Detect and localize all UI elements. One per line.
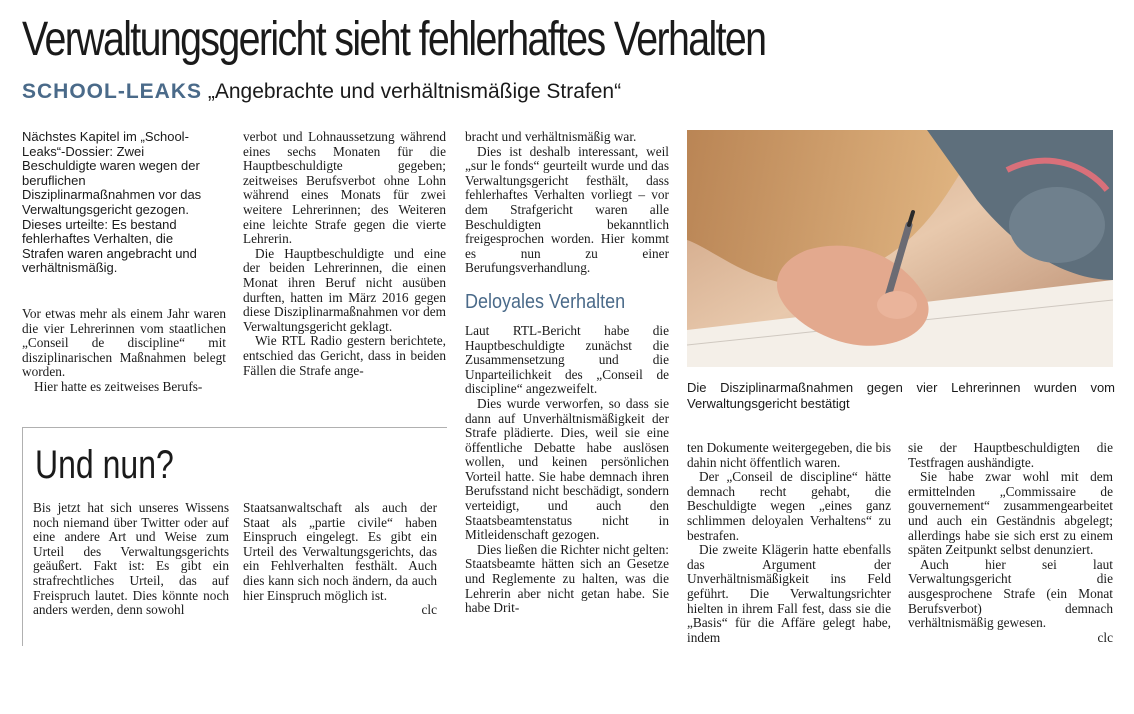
column-5 <box>908 441 1113 645</box>
kicker <box>22 78 621 106</box>
subheading: Deloyales Verhalten <box>465 290 626 313</box>
kicker-label: SCHOOL-LEAKS <box>22 80 202 103</box>
paragraph: Laut RTL-Bericht habe die Hauptbeschuldigte zunächst die Zusammensetzung und die Unparteilichkeit des „Conseil de discipline“ angezweifelt. <box>465 322 669 397</box>
paragraph: Sie habe zwar wohl mit dem ermittelnden „Commissaire de gouvernement“ zusammengearbeitet und auch ein Geständnis abgelegt; allerdings habe sie sich erst zu einem späten Zeitpunkt selbst denunziert. <box>908 469 1113 558</box>
info-box <box>22 427 447 646</box>
box-column-left <box>33 501 229 618</box>
paragraph: Der „Conseil de discipline“ hätte demnach recht gehabt, die Beschuldigte wegen „eines ganz schlimmen deloyalen Verhaltens“ zu bestrafen. <box>687 469 891 543</box>
paragraph: Dies wurde verworfen, so dass sie dann auf Unverhältnismäßigkeit der Strafe plädierte. Dies, weil sie eine öffentliche Debatte habe auslösen wollen, und keinen persönlichen Vorteil hatte. Sie habe demnach ihren Berufsstand nicht beschädigt, sondern verteidigt, und auch den Staatsbeamtenstatus nicht in Mitleidenschaft gezogen. <box>465 395 669 543</box>
box-title: Und nun? <box>35 443 174 487</box>
paragraph: sie der Hauptbeschuldigten die Testfragen aushändigte. <box>908 440 1113 470</box>
paragraph: Die Hauptbeschuldigte und eine der beiden Lehrerinnen, die einen Monat ihren Beruf nicht ausüben durften, hatten im März 2016 gegen diese Disziplinarmaßnahmen vor dem Verwaltungsgericht geklagt. <box>243 245 446 334</box>
child-writing-image <box>687 130 1113 367</box>
column-4 <box>687 441 891 645</box>
paragraph: verbot und Lohnaussetzung während eines sechs Monaten für die Hauptbeschuldigte gegeben; zeitweises Berufsverbot ohne Lohn während eines Monats für zwei weitere Lehrerinnen; des Weiteren eine leichte Strafe gegen die vierte Lehrerin. <box>243 129 446 247</box>
box-column-right <box>243 501 437 618</box>
paragraph: Staatsanwaltschaft als auch der Staat als „partie civile“ haben Einspruch eingelegt. Es gibt ein Urteil des Verwaltungsgerichts, das ein Fehlverhalten festhält. Auch dies kann sich noch ändern, da auch hier Einspruch möglich ist. <box>243 500 437 603</box>
article-photo <box>687 130 1113 367</box>
paragraph: Wie RTL Radio gestern berichtete, entschied das Gericht, dass in beiden Fällen die Strafe ange- <box>243 333 446 378</box>
column-3 <box>465 130 669 616</box>
author-signature: clc <box>421 602 437 618</box>
kicker-text: „Angebrachte und verhältnismäßige Strafen“ <box>202 80 622 103</box>
paragraph: bracht und verhältnismäßig war. <box>465 129 637 144</box>
column-1 <box>22 307 226 395</box>
paragraph: Vor etwas mehr als einem Jahr waren die vier Lehrerinnen vom staatlichen „Conseil de disciplinе“ mit disziplinarischen Maßnahmen belegt worden. <box>22 306 226 380</box>
paragraph: Bis jetzt hat sich unseres Wissens noch niemand über Twitter oder auf eine andere Art und Weise zum Urteil des Verwaltungsgerichts geäußert. Fakt ist: Es gibt ein strafrechtliches Urteil, das auf Freispruch lautet. Dies könnte noch anders werden, denn sowohl <box>33 500 229 618</box>
paragraph: Die zweite Klägerin hatte ebenfalls das Argument der Unverhältnismäßigkeit ins Feld geführt. Die Verwaltungsrichter hielten in ihrem Fall fest, dass sie die „Basis“ für die Affäre gelegt habe, indem <box>687 542 891 645</box>
paragraph: Dies ließen die Richter nicht gelten: Staatsbeamte hätten sich an Gesetze und Reglemente zu halten, was die Lehrerin aber nicht getan habe. Sie habe Drit- <box>465 541 669 616</box>
paragraph: Hier hatte es zeitweises Berufs- <box>34 378 203 394</box>
column-2 <box>243 130 446 378</box>
paragraph: Auch hier sei laut Verwaltungsgericht die ausgesprochene Strafe (ein Monat Berufsverbot) demnach verhältnismäßig gewesen. <box>908 556 1113 631</box>
lead-column <box>22 130 218 276</box>
author-signature: clc <box>1097 629 1113 645</box>
lead-paragraph: Nächstes Kapitel im „School-Leaks“-Dossier: Zwei Beschuldigte waren wegen der beruflichen Disziplinarmaßnahmen vor das Verwaltungsgericht gezogen. Dieses urteilte: Es bestand fehlerhaftes Verhalten, die Strafen waren angebracht und verhältnismäßig. <box>22 129 202 276</box>
paragraph: ten Dokumente weitergegeben, die bis dahin nicht öffentlich waren. <box>687 440 891 470</box>
headline: Verwaltungsgericht sieht fehlerhaftes Verhalten <box>22 13 766 66</box>
paragraph: Dies ist deshalb interessant, weil „sur le fonds“ geurteilt wurde und das Verwaltungsgericht festhält, dass fehlerhaftes Verhalten vorliegt – vor dem Strafgericht waren alle Beschuldigten bekanntlich freigesprochen worden. Hier kommt es nun zu einer Berufungsverhandlung. <box>465 143 669 276</box>
photo-caption: Die Disziplinarmaßnahmen gegen vier Lehrerinnen wurden vom Verwaltungsgericht bestätigt <box>687 380 1115 411</box>
